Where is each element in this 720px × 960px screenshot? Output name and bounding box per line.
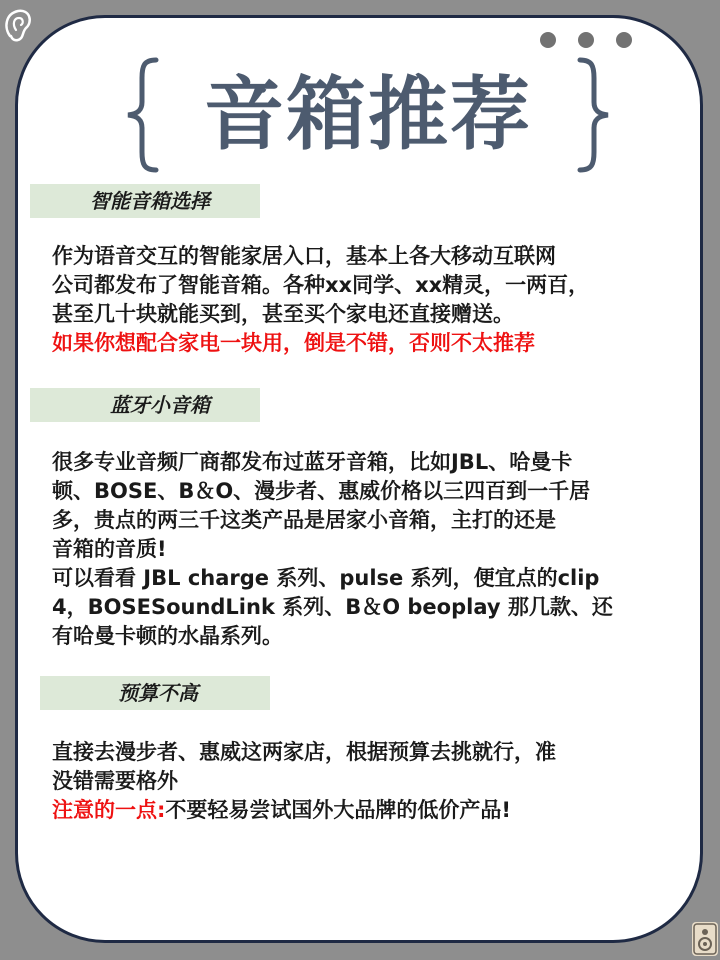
section-body-low-budget	[52, 738, 672, 825]
note-prefix: 注意的一点:	[52, 798, 166, 822]
paragraph-line: 可以看看 JBL charge 系列、pulse 系列，便宜点的clip	[52, 566, 600, 590]
section-body-bluetooth-speaker	[52, 448, 672, 651]
paragraph-line: 甚至几十块就能买到，甚至买个家电还直接赠送。	[52, 302, 514, 326]
note-text: 不要轻易尝试国外大品牌的低价产品!	[165, 798, 511, 822]
paragraph-line: 多，贵点的两三千这类产品是居家小音箱，主打的还是	[52, 508, 556, 532]
note-line	[52, 796, 672, 825]
section-body-smart-speaker	[52, 242, 672, 358]
paragraph-line: 很多专业音频厂商都发布过蓝牙音箱，比如JBL、哈曼卡	[52, 450, 573, 474]
highlight-line: 如果你想配合家电一块用，倒是不错，否则不太推荐	[52, 331, 535, 355]
brace-left-icon	[122, 56, 162, 174]
paragraph-line: 顿、BOSE、B＆O、漫步者、惠威价格以三四百到一千居	[52, 479, 591, 503]
page-title: 音箱推荐	[204, 68, 532, 161]
paragraph-line: 没错需要格外	[52, 769, 178, 793]
section-label-low-budget: 预算不高	[40, 676, 270, 710]
paragraph-line: 有哈曼卡顿的水晶系列。	[52, 624, 283, 648]
paragraph-line: 4，BOSESoundLink 系列、B＆O beoplay 那几款、还	[52, 595, 613, 619]
paragraph-line: 音箱的音质!	[52, 537, 167, 561]
paragraph-line: 公司都发布了智能音箱。各种xx同学、xx精灵，一两百，	[52, 273, 590, 297]
brace-right-icon	[574, 56, 614, 174]
paragraph-line: 作为语音交互的智能家居入口，基本上各大移动互联网	[52, 244, 556, 268]
section-label-smart-speaker: 智能音箱选择	[30, 184, 260, 218]
more-dots-icon[interactable]	[540, 32, 650, 54]
content-card	[15, 15, 703, 943]
speaker-icon	[692, 922, 718, 956]
title-block	[118, 56, 618, 176]
section-label-bluetooth-speaker: 蓝牙小音箱	[30, 388, 260, 422]
paragraph-line: 直接去漫步者、惠威这两家店，根据预算去挑就行，准	[52, 740, 556, 764]
ear-icon	[2, 6, 34, 46]
